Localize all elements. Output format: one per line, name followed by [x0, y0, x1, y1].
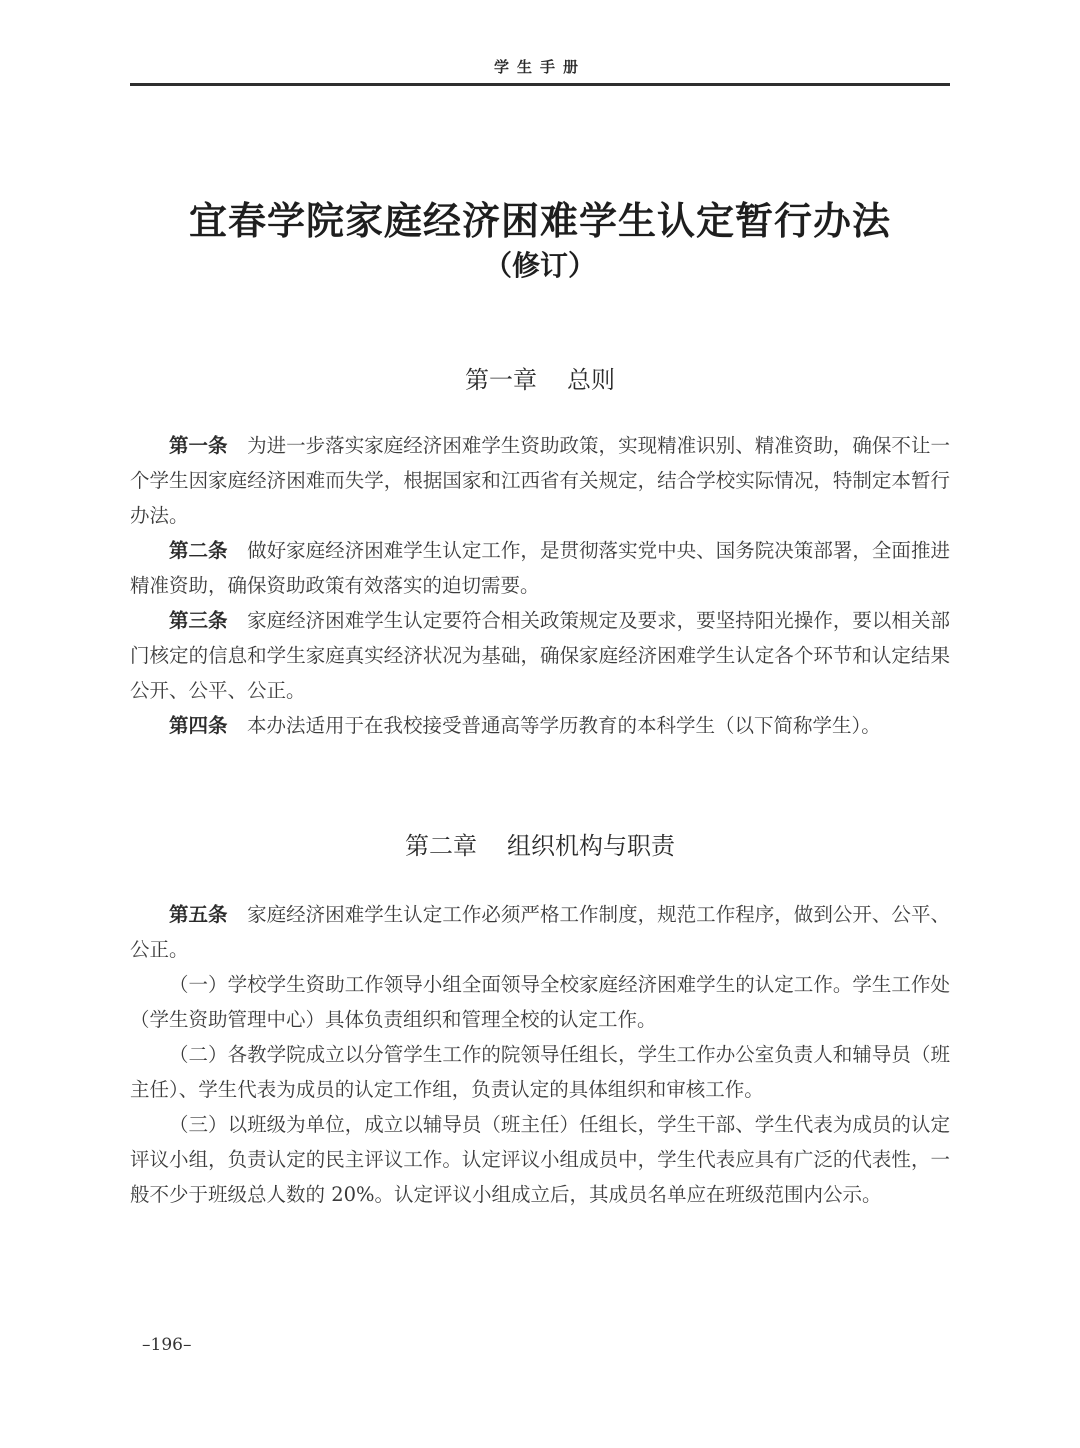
clause-paragraph: [130, 967, 950, 1037]
document-title: 宜春学院家庭经济困难学生认定暂行办法: [188, 198, 891, 243]
clause-paragraph: [130, 1037, 950, 1107]
document-subtitle: （修订）: [483, 249, 596, 282]
article-paragraph: [130, 708, 950, 743]
chapter-heading-2: [130, 826, 950, 861]
chapter-2-body: [130, 897, 950, 1212]
clause-text: （二）各教学院成立以分管学生工作的院领导任组长，学生工作办公室负责人和辅导员（班主任）、学生代表为成员的认定工作组，负责认定的具体组织和审核工作。: [130, 1043, 950, 1101]
article-label: 第三条: [169, 609, 228, 632]
header-rule: [130, 83, 950, 86]
article-paragraph: [130, 533, 950, 603]
article-label: 第五条: [169, 903, 228, 926]
running-header: 学生手册: [493, 58, 586, 76]
page-number: –196–: [142, 1335, 192, 1355]
chapter-number: 第一章: [465, 366, 537, 394]
chapter-name: 组织机构与职责: [507, 832, 675, 860]
chapter-name: 总则: [567, 366, 615, 394]
article-paragraph: [130, 428, 950, 533]
clause-text: （一）学校学生资助工作领导小组全面领导全校家庭经济困难学生的认定工作。学生工作处（学生资助管理中心）具体负责组织和管理全校的认定工作。: [130, 973, 950, 1031]
article-label: 第一条: [169, 434, 228, 457]
article-text: 为进一步落实家庭经济困难学生资助政策，实现精准识别、精准资助，确保不让一个学生因家庭经济困难而失学，根据国家和江西省有关规定，结合学校实际情况，特制定本暂行办法。: [130, 434, 950, 527]
article-text: 家庭经济困难学生认定要符合相关政策规定及要求，要坚持阳光操作，要以相关部门核定的信息和学生家庭真实经济状况为基础，确保家庭经济困难学生认定各个环节和认定结果公开、公平、公正。: [130, 609, 950, 702]
chapter-1-body: [130, 428, 950, 743]
article-text: 本办法适用于在我校接受普通高等学历教育的本科学生（以下简称学生）。: [247, 714, 881, 737]
article-text: 做好家庭经济困难学生认定工作，是贯彻落实党中央、国务院决策部署，全面推进精准资助，确保资助政策有效落实的迫切需要。: [130, 539, 950, 597]
clause-paragraph: [130, 1107, 950, 1212]
article-paragraph: [130, 897, 950, 967]
chapter-number: 第二章: [405, 832, 477, 860]
chapter-heading-1: [130, 360, 950, 395]
article-text: 家庭经济困难学生认定工作必须严格工作制度，规范工作程序，做到公开、公平、公正。: [130, 903, 950, 961]
article-label: 第二条: [169, 539, 228, 562]
clause-text: （三）以班级为单位，成立以辅导员（班主任）任组长，学生干部、学生代表为成员的认定评议小组，负责认定的民主评议工作。认定评议小组成员中，学生代表应具有广泛的代表性，一般不少于班级总人数的 20%。认定评议小组成立后，其成员名单应在班级范围内公示。: [130, 1113, 950, 1206]
article-label: 第四条: [169, 714, 228, 737]
article-paragraph: [130, 603, 950, 708]
